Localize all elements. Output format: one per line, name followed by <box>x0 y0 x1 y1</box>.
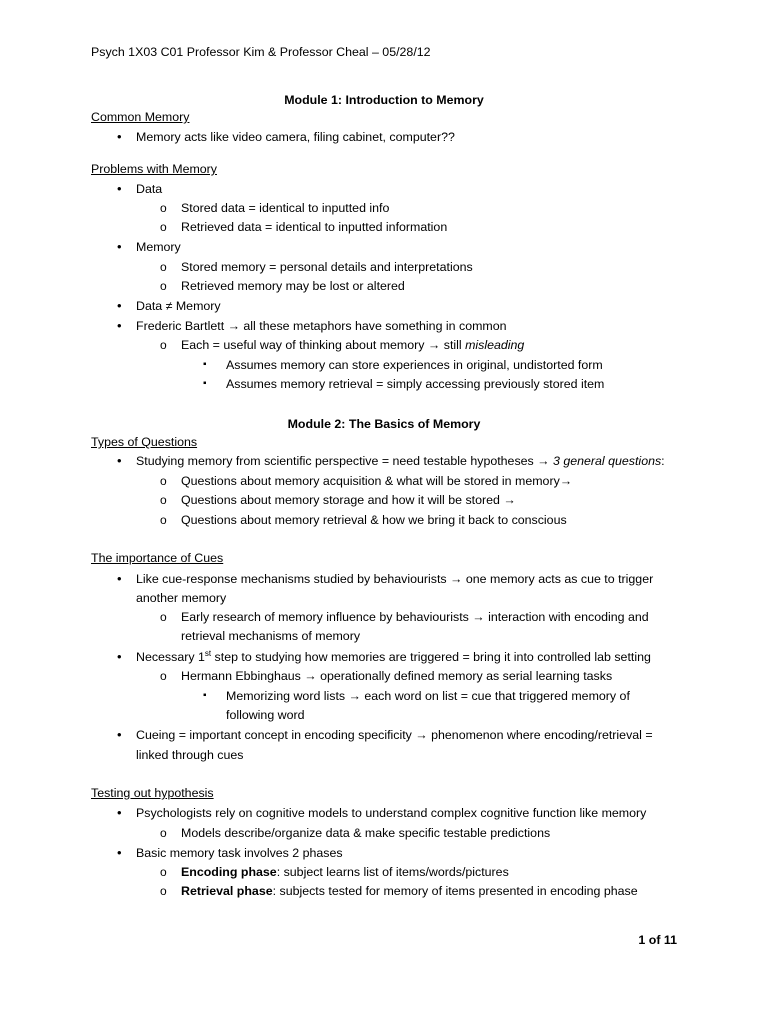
text-run-italic: 3 general questions <box>553 454 662 468</box>
page-header: Psych 1X03 C01 Professor Kim & Professor Cheal – 05/28/12 <box>91 45 431 59</box>
list-item: o Stored memory = personal details and interpretations <box>181 259 473 275</box>
text-run: step to studying how memories are triggered = bring it into controlled lab setting <box>211 650 651 664</box>
list-item: o Hermann Ebbinghaus → operationally defined memory as serial learning tasks <box>181 668 612 684</box>
text-run-italic: misleading <box>465 338 525 352</box>
list-item: • Memory <box>136 239 181 255</box>
list-item-continuation: retrieval mechanisms of memory <box>181 629 361 643</box>
list-item <box>181 864 509 880</box>
heading-importance-of-cues: The importance of Cues <box>91 551 224 565</box>
superscript: st <box>204 648 212 658</box>
module-2-title: Module 2: The Basics of Memory <box>287 417 481 431</box>
list-item: ▪ Assumes memory retrieval = simply accessing previously stored item <box>226 376 604 392</box>
text-run-bold: Retrieval phase <box>181 884 273 898</box>
list-item: o Models describe/organize data & make specific testable predictions <box>181 825 550 841</box>
list-item: ▪ Assumes memory can store experiences in original, undistorted form <box>226 357 603 373</box>
list-item <box>181 883 638 899</box>
heading-types-of-questions: Types of Questions <box>91 435 198 449</box>
list-item: o Questions about memory retrieval & how we bring it back to conscious <box>181 512 567 528</box>
list-item <box>136 453 665 469</box>
list-item: • Data ≠ Memory <box>136 298 221 314</box>
list-item-continuation: another memory <box>136 591 227 605</box>
list-item: • Frederic Bartlett → all these metaphors have something in common <box>136 318 507 334</box>
heading-testing-out-hypothesis: Testing out hypothesis <box>91 786 214 800</box>
list-item: • Cueing = important concept in encoding specificity → phenomenon where encoding/retrieval = <box>136 727 653 743</box>
text-run: : <box>661 454 665 468</box>
module-1-title: Module 1: Introduction to Memory <box>284 93 484 107</box>
heading-problems-with-memory: Problems with Memory <box>91 162 217 176</box>
text-run: Necessary 1 <box>136 650 205 664</box>
list-item: o Questions about memory storage and how it will be stored → <box>181 492 516 508</box>
list-item: o Questions about memory acquisition & what will be stored in memory→ <box>181 473 572 489</box>
list-item: o Retrieved memory may be lost or altered <box>181 278 405 294</box>
list-item: • Data <box>136 181 162 197</box>
list-item <box>136 649 651 665</box>
list-item: o Early research of memory influence by behaviourists → interaction with encoding and <box>181 609 649 625</box>
list-item: • Psychologists rely on cognitive models to understand complex cognitive function like memory <box>136 805 646 821</box>
list-item: • Like cue-response mechanisms studied by behaviourists → one memory acts as cue to trigger <box>136 571 653 587</box>
list-item-continuation: linked through cues <box>136 748 244 762</box>
text-run-bold: Encoding phase <box>181 865 277 879</box>
text-run: : subject learns list of items/words/pictures <box>276 865 509 879</box>
list-item: • Memory acts like video camera, filing cabinet, computer?? <box>136 129 455 145</box>
list-item: o Stored data = identical to inputted info <box>181 200 389 216</box>
list-item <box>181 337 524 353</box>
list-item: o Retrieved data = identical to inputted information <box>181 219 447 235</box>
heading-common-memory: Common Memory <box>91 110 190 124</box>
text-run: Each = useful way of thinking about memory → still <box>181 338 466 352</box>
list-item: ▪ Memorizing word lists → each word on list = cue that triggered memory of <box>226 688 630 704</box>
text-run: Studying memory from scientific perspective = need testable hypotheses → <box>136 454 554 468</box>
page-number: 1 of 11 <box>638 933 677 947</box>
list-item-continuation: following word <box>226 708 305 722</box>
list-item: • Basic memory task involves 2 phases <box>136 845 343 861</box>
text-run: : subjects tested for memory of items presented in encoding phase <box>272 884 638 898</box>
